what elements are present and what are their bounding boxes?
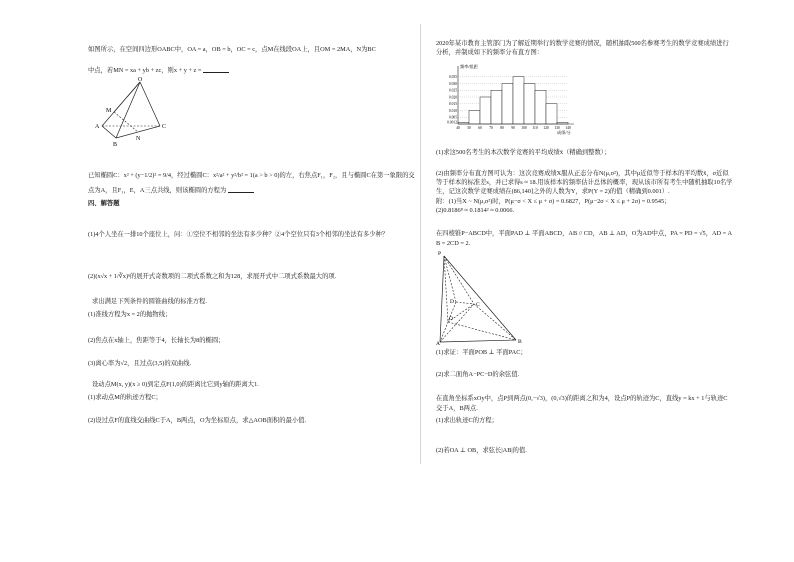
histogram-xtick: 90 bbox=[511, 126, 515, 130]
pyramid-figure bbox=[436, 248, 526, 346]
label-D: D bbox=[450, 299, 454, 305]
histogram-bar bbox=[469, 111, 480, 125]
q-ellipse-line1: 已知椭圆C：x² + (y−1/2)² = 9/4，经过椭圆C：x²/a² + y²/b² = 1(a > b > 0)的左，右焦点F₁，F₂，且与椭圆C在第一象限的交 bbox=[88, 172, 415, 179]
label-O: O bbox=[138, 77, 143, 83]
histogram-bar bbox=[480, 97, 491, 124]
histogram-ytick: 0.0012 bbox=[447, 120, 457, 125]
histogram-bar bbox=[491, 90, 502, 124]
section-title: 四、解答题 bbox=[88, 200, 120, 207]
q-locus-1: (1)求动点M的轨迹方程C； bbox=[88, 394, 162, 401]
q-locus2-line1: 在直角坐标系xOy中，点P到两点(0,−√3)，(0,√3)的距离之和为4，设点P的轨迹为C，直线y = kx + 1与轨迹C bbox=[436, 395, 728, 402]
q-stats-a: (1)求这500名考生的本次数学竞赛的平均成绩x̄（精确到整数）； bbox=[436, 149, 611, 156]
q-binomial: (2)(x√x + 1/∛x)ⁿ的展开式奇数项的二项式系数之和为128，求展开式中二项式系数最大的项. bbox=[88, 273, 337, 280]
histogram-xtick: 40 bbox=[456, 126, 460, 130]
q-locus2-line2: 交于A，B两点. bbox=[436, 405, 478, 412]
histogram-xtick: 60 bbox=[478, 126, 482, 130]
q-conic-2: (2)焦点在x轴上，焦距等于4，长轴长为8的椭圆； bbox=[88, 337, 225, 344]
label-O2: O bbox=[449, 316, 453, 322]
histogram-ytick: 0.025 bbox=[448, 88, 457, 93]
histogram-xtick: 50 bbox=[467, 126, 471, 130]
label-P: P bbox=[438, 251, 442, 257]
histogram-bar bbox=[546, 104, 557, 124]
label-N: N bbox=[136, 136, 141, 142]
label-B2: B bbox=[518, 339, 522, 345]
label-B: B bbox=[113, 142, 118, 148]
q-stats-b1: (2)由频率分布直方图可认为：这次竞赛成绩X服从正态分布N(μ,σ²)，其中μ近似等于样本的平均数x̄，σ近似 bbox=[436, 170, 729, 177]
histogram-ylabel: 频率/组距 bbox=[460, 64, 478, 69]
histogram-ytick: 0.005 bbox=[448, 115, 457, 120]
column-divider bbox=[420, 24, 421, 464]
q-stats-b5: (2)0.8186⁸ ≈ 0.1814² ≈ 0.0066. bbox=[436, 207, 515, 214]
q-pyramid-2: (2)求二面角A−PC−D的余弦值. bbox=[436, 371, 520, 378]
histogram-ytick: 0.015 bbox=[448, 102, 457, 107]
q-locus-2: (2)设过点F的直线交曲线C于A，B两点，O为坐标原点，求△AOB面积的最小值. bbox=[88, 417, 307, 424]
q-locus2-1: (1)求出轨迹C的方程； bbox=[436, 417, 498, 424]
label-A: A bbox=[95, 124, 100, 130]
histogram-bar bbox=[524, 84, 535, 125]
histogram-bar bbox=[535, 90, 546, 124]
q-pyramid-1: (1)求证：平面POB ⊥ 平面PAC； bbox=[436, 349, 527, 356]
histogram-ytick: 0.010 bbox=[448, 108, 457, 113]
q-locus2-2: (2)若OA ⊥ OB，求弦长|AB|的值. bbox=[436, 447, 527, 454]
histogram-ytick: 0.030 bbox=[448, 81, 457, 86]
q-pyramid-line2: B = 2CD = 2. bbox=[436, 240, 471, 247]
answer-blank bbox=[203, 72, 229, 73]
q-stats-b4: 附：(1)当X ~ N(μ,σ²)时，P(μ−σ < X ≤ μ + σ) = 0.6827，P(μ−2σ < X ≤ μ + 2σ) = 0.9545； bbox=[436, 198, 671, 205]
q-stats-line1: 2020年某市教育主管部门为了解近期举行的数学竞赛的情况，随机抽取500名参赛考生的数学竞赛成绩进行 bbox=[436, 40, 729, 47]
q-conic-3: (3)离心率为√2，且过点(3,5)的双曲线. bbox=[88, 360, 192, 367]
histogram-bar bbox=[502, 84, 513, 125]
q-vector-line1: 如图所示，在空间四边形OABC中，OA = a，OB = b，OC = c，点M在线段OA上，且OM = 2MA，N为BC bbox=[88, 46, 376, 53]
q-ellipse-line2: 点为A，且F₁，E，A三点共线，则该椭圆的方程为 bbox=[88, 187, 254, 195]
label-M: M bbox=[106, 108, 112, 114]
q-pyramid-line1: 在四棱锥P−ABCD中，平面PAD ⊥ 平面ABCD，AB // CD，AB ⊥ AD，O为AD中点，PA = PD = √5，AD = A bbox=[436, 230, 732, 237]
q-seating: (1)4个人坐在一排10个座位上，问：①空位不相邻的坐法有多少种？②4个空位只有3个相邻的坐法有多少种？ bbox=[88, 231, 389, 238]
frequency-histogram bbox=[436, 60, 586, 138]
q-conic-title: 求出满足下列条件的圆锥曲线的标准方程. bbox=[92, 298, 207, 305]
q-locus-title: 设动点M(x, y)(x ≥ 0)到定点F(1,0)的距离比它到y轴的距离大1. bbox=[92, 381, 259, 388]
histogram-bar bbox=[513, 77, 524, 124]
histogram-xlabel: 成绩/分 bbox=[557, 130, 571, 135]
q-stats-b3: 生，记这次数学竞赛成绩在(86,140]之外的人数为Y，求P(Y = 2)的值（精确到0.001）. bbox=[436, 188, 670, 195]
label-C: C bbox=[162, 124, 167, 130]
q-vector-line2: 中点，若MN = xa + yb + zc，则x + y + z = bbox=[88, 67, 229, 75]
q-stats-line2: 分析，并制成如下的频率分布直方图： bbox=[436, 49, 544, 56]
answer-blank-2 bbox=[228, 192, 254, 193]
histogram-xtick: 100 bbox=[521, 126, 527, 130]
histogram-xtick: 110 bbox=[532, 126, 538, 130]
histogram-xtick: 80 bbox=[500, 126, 504, 130]
tetrahedron-figure bbox=[92, 76, 182, 148]
histogram-xtick: 120 bbox=[543, 126, 549, 130]
q-stats-b2: 等于样本的标准差s，并已求得s ≈ 18.用该样本的频率估计总体的概率，现从该市所有考生中随机抽取10名学 bbox=[436, 179, 733, 186]
label-A2: A bbox=[436, 341, 440, 346]
histogram-ytick: 0.035 bbox=[448, 75, 457, 80]
q-conic-1: (1)准线方程为x = 2的抛物线； bbox=[88, 311, 172, 318]
histogram-xtick: 130 bbox=[554, 126, 560, 130]
histogram-xtick: 140 bbox=[565, 126, 571, 130]
histogram-xtick: 70 bbox=[489, 126, 493, 130]
label-C2: C bbox=[476, 302, 480, 308]
histogram-ytick: 0.020 bbox=[448, 95, 457, 100]
